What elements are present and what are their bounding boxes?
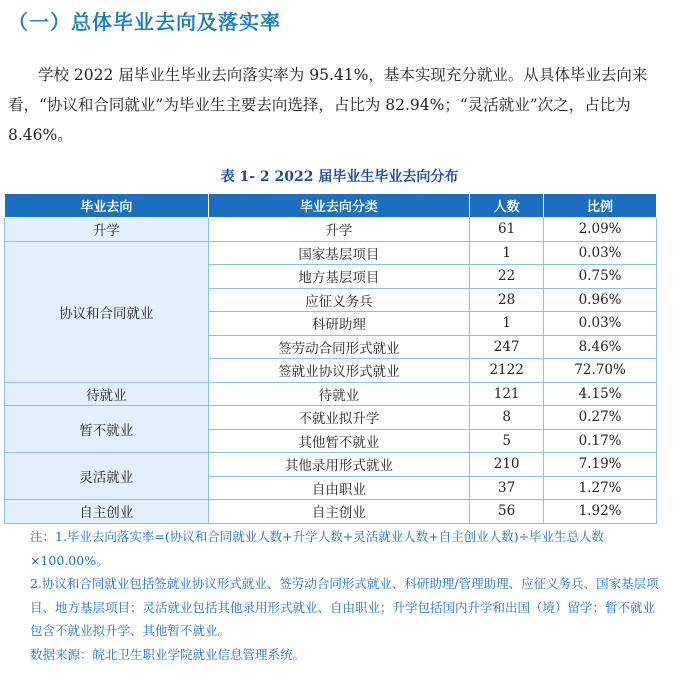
summary-paragraph (8, 60, 668, 150)
count-cell: 28 (470, 288, 544, 312)
category-cell: 签就业协议形式就业 (208, 359, 470, 383)
note-2: 2.协议和合同就业包括签就业协议形式就业、签劳动合同形式就业、科研助理/管理助理、应征义务兵、国家基层项目、地方基层项目；灵活就业包括其他录用形式就业、自由职业；升学包括国内升学和出国（境）留学；暂不就业包含不就业拟升学、其他暂不就业。 (30, 576, 659, 638)
ratio-cell: 72.70% (544, 359, 657, 383)
header-count: 人数 (470, 194, 544, 218)
count-cell: 37 (470, 476, 544, 500)
category-cell: 科研助理 (208, 312, 470, 336)
category-cell: 签劳动合同形式就业 (208, 335, 470, 359)
table-notes (6, 525, 666, 666)
ratio-cell: 1.27% (544, 476, 657, 500)
ratio-cell: 4.15% (544, 382, 657, 406)
group-cell: 待就业 (5, 382, 209, 406)
category-cell: 自主创业 (208, 500, 470, 524)
section-heading: （一）总体毕业去向及落实率 (8, 10, 281, 34)
ratio-cell: 1.92% (544, 500, 657, 524)
table-body (5, 218, 657, 524)
table-row (5, 453, 657, 477)
data-source-note: 数据来源：皖北卫生职业学院就业信息管理系统。 (30, 646, 306, 662)
category-cell: 升学 (208, 218, 470, 242)
count-cell: 2122 (470, 359, 544, 383)
group-cell: 灵活就业 (5, 453, 209, 500)
ratio-cell: 0.27% (544, 406, 657, 430)
table-row (5, 382, 657, 406)
count-cell: 61 (470, 218, 544, 242)
count-cell: 1 (470, 312, 544, 336)
category-cell: 待就业 (208, 382, 470, 406)
count-cell: 121 (470, 382, 544, 406)
group-cell: 自主创业 (5, 500, 209, 524)
count-cell: 5 (470, 429, 544, 453)
category-cell: 其他录用形式就业 (208, 453, 470, 477)
category-cell: 其他暂不就业 (208, 429, 470, 453)
group-cell: 暂不就业 (5, 406, 209, 453)
ratio-cell: 0.96% (544, 288, 657, 312)
table-header-row (5, 194, 657, 218)
count-cell: 247 (470, 335, 544, 359)
table-row (5, 241, 657, 265)
count-cell: 56 (470, 500, 544, 524)
count-cell: 210 (470, 453, 544, 477)
category-cell: 自由职业 (208, 476, 470, 500)
ratio-cell: 8.46% (544, 335, 657, 359)
header-destination: 毕业去向 (5, 194, 209, 218)
count-cell: 1 (470, 241, 544, 265)
category-cell: 不就业拟升学 (208, 406, 470, 430)
table-caption: 表 1- 2 2022 届毕业生毕业去向分布 (220, 169, 459, 185)
category-cell: 国家基层项目 (208, 241, 470, 265)
header-ratio: 比例 (544, 194, 657, 218)
group-cell: 协议和合同就业 (5, 241, 209, 382)
table-row (5, 500, 657, 524)
ratio-cell: 0.03% (544, 241, 657, 265)
header-category: 毕业去向分类 (208, 194, 470, 218)
destination-table (4, 193, 657, 524)
ratio-cell: 0.03% (544, 312, 657, 336)
ratio-cell: 7.19% (544, 453, 657, 477)
count-cell: 22 (470, 265, 544, 289)
count-cell: 8 (470, 406, 544, 430)
group-cell: 升学 (5, 218, 209, 242)
ratio-cell: 0.75% (544, 265, 657, 289)
category-cell: 地方基层项目 (208, 265, 470, 289)
category-cell: 应征义务兵 (208, 288, 470, 312)
table-row (5, 406, 657, 430)
note-1: 注：1.毕业去向落实率=(协议和合同就业人数+升学人数+灵活就业人数+自主创业人数)÷毕业生总人数×100.00%。 (30, 529, 605, 568)
ratio-cell: 0.17% (544, 429, 657, 453)
summary-text: 学校 2022 届毕业生毕业去向落实率为 95.41%，基本实现充分就业。从具体毕业去向来看，“协议和合同就业”为毕业生主要去向选择，占比为 82.94%；“灵活就业”次之，占比为 8.46%。 (8, 66, 648, 144)
ratio-cell: 2.09% (544, 218, 657, 242)
table-row (5, 218, 657, 242)
